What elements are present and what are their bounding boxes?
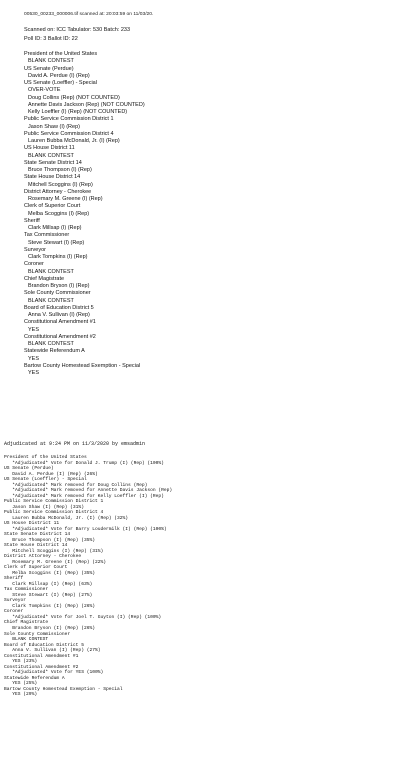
scan-selection-line: David A. Perdue (I) (Rep): [28, 72, 90, 79]
adjudication-contest-title: Statewide Referendum A: [4, 675, 65, 681]
scan-selection-line: BLANK CONTEST: [28, 341, 74, 348]
adjudication-result-line: Bruce Thompson (I) (Rep) (35%): [4, 537, 95, 543]
adjudication-contest-title: US House District 11: [4, 521, 60, 527]
scan-selection-line: Doug Collins (Rep) (NOT COUNTED): [28, 94, 120, 101]
adjudication-result-line: Mitchell Scoggins (I) (Rep) (31%): [4, 548, 104, 554]
adjudication-result-line: *Adjudicated* Mark removed for Annette Davis Jackson (Rep): [4, 488, 173, 494]
scan-selection-line: YES: [28, 355, 40, 362]
adjudication-contest-title: District Attorney - Cherokee: [4, 554, 82, 560]
adjudication-contest-list: [4, 455, 396, 698]
scan-contest-title: Chief Magistrate: [24, 275, 65, 282]
scan-info-line: Poll ID: 3 Ballot ID: 22: [24, 35, 78, 42]
adjudication-result-line: *Adjudicated* Vote for Barry Loudermilk (I) (Rep) (100%): [4, 526, 167, 532]
adjudication-result-line: Steve Stewart (I) (Rep) (27%): [4, 592, 93, 598]
adjudication-result-line: *Adjudicated* Vote for Donald J. Trump (I) (Rep) (100%): [4, 460, 164, 466]
adjudication-section: [4, 441, 396, 698]
scan-selection-line: Lauren Bubba McDonald, Jr. (I) (Rep): [28, 138, 120, 145]
adjudication-result-line: *Adjudicated* Mark removed for Doug Collins (Rep): [4, 482, 148, 488]
adjudication-result-line: YES (29%): [4, 692, 38, 698]
scan-contest-title: Board of Education District 5: [24, 304, 94, 311]
adjudication-contest-title: State Senate District 14: [4, 532, 71, 538]
adjudication-result-line: Melba Scoggins (I) (Rep) (35%): [4, 570, 95, 576]
scan-contest-title: Clerk of Superior Court: [24, 203, 81, 210]
adjudication-result-line: YES (25%): [4, 681, 38, 687]
adjudication-contest-title: Bartow County Homestead Exemption - Special: [4, 686, 123, 692]
adjudication-result-line: Brandon Bryson (I) (Rep) (26%): [4, 625, 95, 631]
scan-selection-line: BLANK CONTEST: [28, 268, 74, 275]
scan-contest-list: [24, 51, 396, 377]
scan-contest-title: Sheriff: [24, 217, 40, 224]
scan-selection-line: Rosemary M. Greene (I) (Rep): [28, 196, 103, 203]
adjudication-contest-title: Tax Commissioner: [4, 587, 49, 593]
scan-contest-title: US House District 11: [24, 145, 75, 152]
scan-selection-line: Bruce Thompson (I) (Rep): [28, 167, 92, 174]
scan-contest-title: Bartow County Homestead Exemption - Special: [24, 362, 141, 369]
scan-header: 00530_00233_000006.tif scanned at: 20:03:59 on 11/03/20.: [24, 12, 154, 17]
adjudication-result-line: Anna V. Sullivan (I) (Rep) (27%): [4, 648, 101, 654]
adjudication-result-line: Jason Shaw (I) (Rep) (31%): [4, 504, 84, 510]
scan-contest-title: President of the United States: [24, 51, 98, 58]
scan-selection-line: Anna V. Sullivan (I) (Rep): [28, 312, 90, 319]
scan-contest-title: Public Service Commission District 1: [24, 116, 114, 123]
adjudication-result-line: *Adjudicated* Mark removed for Kelly Loeffler (I) (Rep): [4, 493, 164, 499]
adjudication-contest-title: Public Service Commission District 4: [4, 510, 104, 516]
scan-selection-line: BLANK CONTEST: [28, 58, 74, 65]
scan-contest-title: Tax Commissioner: [24, 232, 70, 239]
adjudication-contest-title: Constitutional Amendment #1: [4, 653, 79, 659]
adjudication-contest-title: Coroner: [4, 609, 24, 615]
scan-selection-line: YES: [28, 326, 40, 333]
adjudication-contest-title: Board of Education District 5: [4, 642, 84, 648]
adjudication-result-line: *Adjudicated* Vote for Joel T. Guyton (I) (Rep) (100%): [4, 614, 162, 620]
adjudication-contest-title: Clerk of Superior Court: [4, 565, 68, 571]
adjudication-contest-title: US Senate (Perdue): [4, 466, 54, 472]
scan-selection-line: Annette Davis Jackson (Rep) (NOT COUNTED): [28, 101, 145, 108]
scan-contest-title: US Senate (Perdue): [24, 65, 74, 72]
scan-selection-line: Clark Millsap (I) (Rep): [28, 225, 82, 232]
adjudication-contest-title: Chief Magistrate: [4, 620, 49, 626]
scan-selection-line: Kelly Loeffler (I) (Rep) (NOT COUNTED): [28, 109, 128, 116]
scan-selection-line: Melba Scoggins (I) (Rep): [28, 210, 90, 217]
scan-selection-line: BLANK CONTEST: [28, 152, 74, 159]
scan-contest-title: Constitutional Amendment #2: [24, 333, 96, 340]
scanned-ballot-section: [24, 11, 396, 377]
scan-contest-title: Sole County Commissioner: [24, 290, 91, 297]
scan-selection-line: Clark Tompkins (I) (Rep): [28, 254, 88, 261]
adjudication-result-line: YES (23%): [4, 659, 38, 665]
scan-contest-title: Constitutional Amendment #1: [24, 319, 96, 326]
scan-selection-line: BLANK CONTEST: [28, 297, 74, 304]
scan-selection-line: Steve Stewart (I) (Rep): [28, 239, 85, 246]
adjudication-contest-title: Public Service Commission District 1: [4, 499, 104, 505]
adjudication-result-line: Clark Millsap (I) (Rep) (63%): [4, 581, 93, 587]
adjudication-result-line: David A. Perdue (I) (Rep) (26%): [4, 471, 98, 477]
scan-contest-title: Surveyor: [24, 246, 47, 253]
adjudication-contest-title: US Senate (Loeffler) - Special: [4, 477, 87, 483]
scan-info-line: Scanned on: ICC Tabulator: 530 Batch: 233: [24, 27, 130, 33]
adjudication-contest-title: President of the United States: [4, 455, 87, 460]
adjudication-contest-title: Sole County Commissioner: [4, 631, 71, 637]
adjudication-result-line: Clark Tompkins (I) (Rep) (26%): [4, 603, 95, 609]
scan-contest-title: Statewide Referendum A: [24, 348, 85, 355]
adjudication-contest-title: Constitutional Amendment #2: [4, 664, 79, 670]
scan-selection-line: Mitchell Scoggins (I) (Rep): [28, 181, 93, 188]
adjudication-result-line: *Adjudicated* Vote for YES (100%): [4, 670, 104, 676]
adjudication-result-line: Rosemary M. Greene (I) (Rep) (22%): [4, 559, 106, 565]
scan-selection-line: OVER-VOTE: [28, 87, 61, 94]
adjudication-result-line: BLANK CONTEST: [4, 637, 49, 643]
scan-contest-title: State Senate District 14: [24, 159, 82, 166]
adjudication-contest-title: Surveyor: [4, 598, 27, 604]
scan-contest-title: Public Service Commission District 4: [24, 130, 114, 137]
scan-contest-title: Coroner: [24, 261, 44, 268]
adjudication-contest-title: Sheriff: [4, 576, 24, 582]
adjudication-contest-title: State House District 14: [4, 543, 68, 549]
adjudication-header: Adjudicated at 9:24 PM on 11/3/2020 by emsadmin: [4, 441, 146, 447]
scan-selection-line: YES: [28, 370, 40, 377]
scan-contest-title: State House District 14: [24, 174, 81, 181]
adjudication-result-line: Lauren Bubba McDonald, Jr. (I) (Rep) (32%): [4, 515, 129, 521]
scan-contest-title: District Attorney - Cherokee: [24, 188, 92, 195]
scan-selection-line: Jason Shaw (I) (Rep): [28, 123, 80, 130]
scan-contest-title: US Senate (Loeffler) - Special: [24, 80, 97, 87]
scan-selection-line: Brandon Bryson (I) (Rep): [28, 283, 90, 290]
